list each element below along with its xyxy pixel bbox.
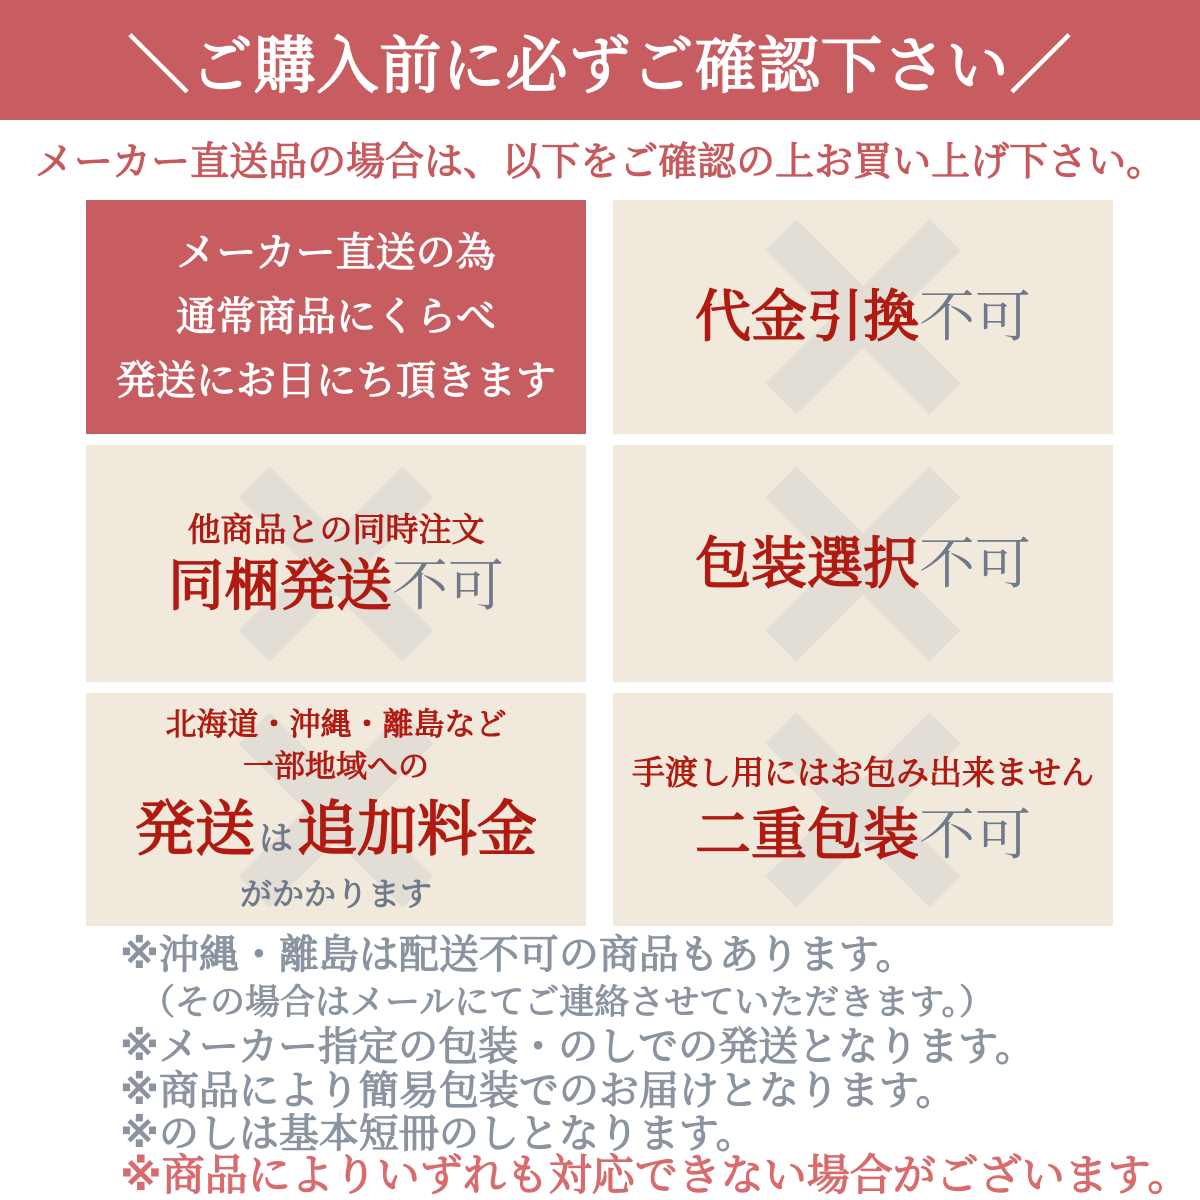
footer-note: ※商品により簡易包装でのお届けとなります。	[120, 1069, 956, 1113]
cod-label-row	[695, 283, 1031, 350]
remote-fee-box	[86, 693, 586, 926]
cod-label: 代金引換	[695, 285, 919, 349]
bundle-box	[86, 445, 586, 682]
footer-note-paren: （その場合はメールにてご連絡させていただきます。）	[140, 983, 995, 1022]
double-wrap-note: 手渡し用にはお包み出来ません	[632, 753, 1094, 791]
bundle-label-row	[168, 552, 504, 619]
wrapping-suffix: 不可	[919, 531, 1031, 595]
double-wrap-box	[613, 693, 1113, 926]
double-wrap-label: 二重包装	[695, 802, 919, 866]
bundle-label: 同梱発送	[168, 553, 392, 617]
remote-fee-big1: 発送	[135, 795, 255, 863]
direct-ship-line: 発送にお日にち頂きます	[116, 359, 556, 403]
bundle-note: 他商品との同時注文	[187, 510, 485, 548]
page-title: ＼ご購入前に必ずご確認下さい／	[0, 0, 1200, 120]
direct-ship-box	[86, 200, 586, 434]
double-wrap-label-row	[695, 801, 1031, 868]
direct-ship-text	[86, 200, 586, 434]
footer-note: ※メーカー指定の包装・のしでの発送となります。	[120, 1025, 1035, 1069]
wrapping-label-row	[695, 530, 1031, 597]
direct-ship-line: 通常商品にくらべ	[176, 295, 496, 339]
remote-fee-note1: 北海道・沖縄・離島など	[165, 706, 507, 742]
double-wrap-suffix: 不可	[919, 802, 1031, 866]
remote-fee-particle: は	[259, 819, 293, 858]
wrapping-box	[613, 445, 1113, 682]
wrapping-label: 包装選択	[695, 531, 919, 595]
cod-suffix: 不可	[919, 285, 1031, 349]
remote-fee-big2: 追加料金	[297, 795, 537, 863]
footer-note: ※沖縄・離島は配送不可の商品もあります。	[120, 933, 916, 977]
remote-fee-note2: 一部地域への	[243, 748, 429, 784]
remote-fee-note3: がかかります	[239, 875, 432, 912]
page-subtitle: メーカー直送品の場合は、以下をご確認の上お買い上げ下さい。	[34, 141, 1166, 184]
remote-fee-label-row	[135, 794, 537, 866]
cod-box	[613, 200, 1113, 434]
footer-note-warning: ※商品によりいずれも対応できない場合がございます。	[120, 1152, 1191, 1200]
direct-ship-line: メーカー直送の為	[176, 231, 496, 275]
bundle-suffix: 不可	[392, 553, 504, 617]
footer-note: ※のしは基本短冊のしとなります。	[120, 1112, 756, 1156]
